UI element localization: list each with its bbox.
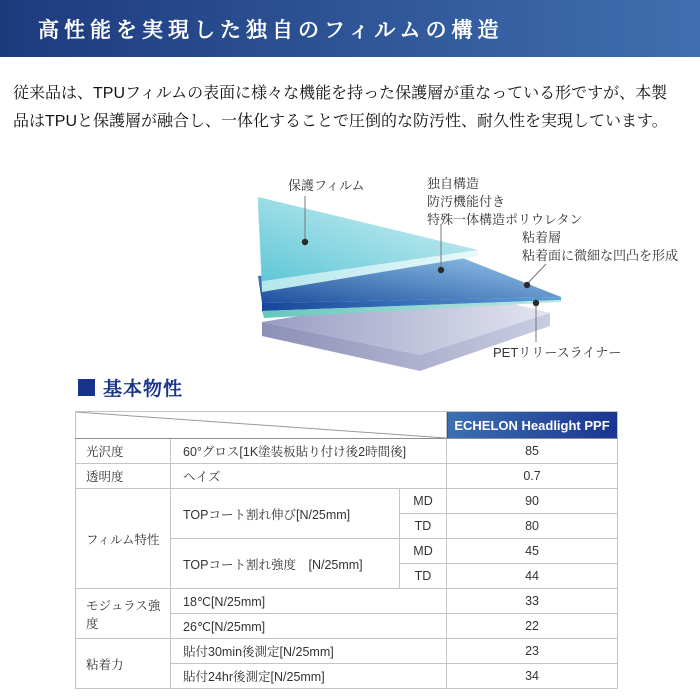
test-strength: TOPコート割れ強度 [N/25mm] xyxy=(171,539,400,589)
row-clarity xyxy=(76,464,618,489)
value-modulus-18: 33 xyxy=(447,589,618,614)
diagonal-line xyxy=(76,412,446,438)
label-unique-structure: 独自構造 防汚機能付き 特殊一体構造ポリウレタン xyxy=(427,176,583,227)
value-gloss: 85 xyxy=(447,439,618,464)
value-adhesion-24hr: 34 xyxy=(447,664,618,689)
row-modulus-18 xyxy=(76,589,618,614)
dir-md: MD xyxy=(400,489,447,514)
test-adhesion-24hr: 貼付24hr後測定[N/25mm] xyxy=(171,664,447,689)
test-modulus-26: 26℃[N/25mm] xyxy=(171,614,447,639)
value-haze: 0.7 xyxy=(447,464,618,489)
properties-table xyxy=(75,411,618,689)
page-title: 高性能を実現した独自のフィルムの構造 xyxy=(38,17,504,42)
square-bullet-icon xyxy=(78,379,95,396)
header-bar xyxy=(0,0,700,57)
category-gloss: 光沢度 xyxy=(76,439,171,464)
value-modulus-26: 22 xyxy=(447,614,618,639)
dir-td: TD xyxy=(400,564,447,589)
label-protective-film: 保護フィルム xyxy=(288,178,365,193)
value-strength-td: 44 xyxy=(447,564,618,589)
intro-paragraph: 従来品は、TPUフィルムの表面に様々な機能を持った保護層が重なっている形ですが、本製品はTPUと保護層が融合し、一体化することで圧倒的な防汚性、耐久性を実現しています。 xyxy=(13,85,668,130)
test-elongation: TOPコート割れ伸び[N/25mm] xyxy=(171,489,400,539)
row-adhesion-30min xyxy=(76,639,618,664)
test-gloss: 60°グロス[1K塗装板貼り付け後2時間後] xyxy=(171,439,447,464)
value-adhesion-30min: 23 xyxy=(447,639,618,664)
test-adhesion-30min: 貼付30min後測定[N/25mm] xyxy=(171,639,447,664)
table-header-row xyxy=(76,412,618,439)
row-film-elongation-md xyxy=(76,489,618,514)
value-strength-md: 45 xyxy=(447,539,618,564)
dir-md: MD xyxy=(400,539,447,564)
test-modulus-18: 18℃[N/25mm] xyxy=(171,589,447,614)
section-title: 基本物性 xyxy=(103,379,184,400)
film-structure-diagram xyxy=(235,170,700,395)
value-elongation-td: 80 xyxy=(447,514,618,539)
product-name-cell: ECHELON Headlight PPF xyxy=(447,412,618,439)
label-pet-liner: PETリリースライナー xyxy=(493,345,622,360)
label-adhesive-layer: 粘着層 粘着面に微細な凹凸を形成 xyxy=(522,230,679,263)
category-film: フィルム特性 xyxy=(76,489,171,589)
row-gloss xyxy=(76,439,618,464)
category-adhesion: 粘着力 xyxy=(76,639,171,689)
value-elongation-md: 90 xyxy=(447,489,618,514)
category-clarity: 透明度 xyxy=(76,464,171,489)
dir-td: TD xyxy=(400,514,447,539)
corner-cell xyxy=(76,412,447,439)
section-heading xyxy=(78,374,183,401)
category-modulus: モジュラス強度 xyxy=(76,589,171,639)
test-haze: ヘイズ xyxy=(171,464,447,489)
